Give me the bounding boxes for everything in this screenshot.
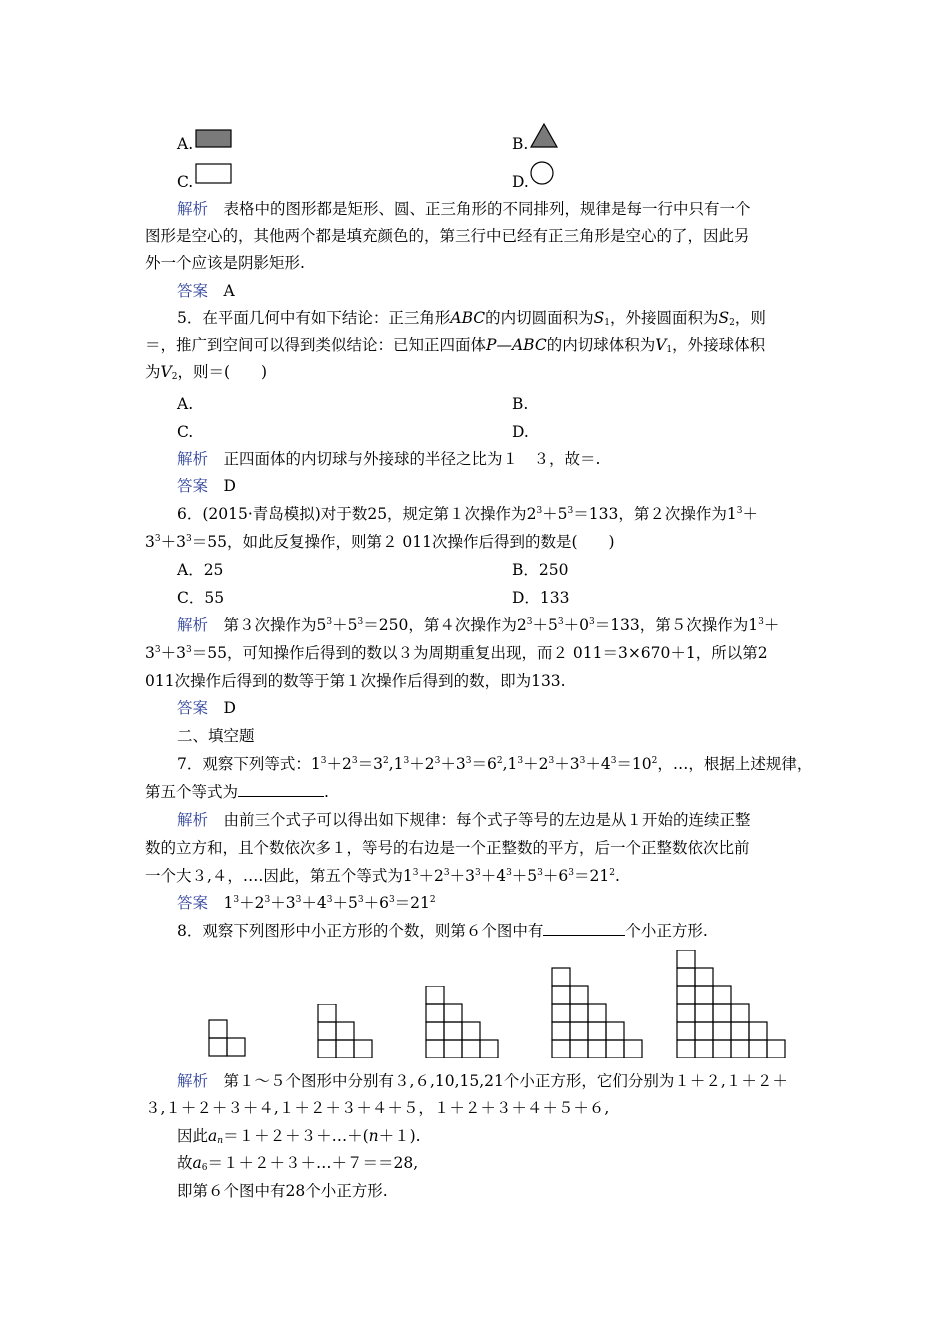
- filled-triangle-shape: [529, 122, 559, 150]
- q4-analysis-line-3: 外一个应该是阴影矩形.: [145, 254, 305, 272]
- q5-analysis: 解析 正四面体的内切球与外接球的半径之比为１ ３，故＝.: [177, 450, 601, 468]
- q6-option-b: B．250: [512, 561, 569, 579]
- q7-analysis-line-2: 数的立方和，且个数依次多１，等号的右边是一个正整数的平方，后一个正整数依次比前: [145, 839, 750, 857]
- filled-rectangle-shape: [195, 129, 233, 149]
- q5-option-a: A.: [177, 395, 194, 413]
- q8-analysis-line-1: 解析 第１～５个图形中分别有３,６,10,15,21个小正方形，它们分别为１＋２,１＋２＋: [177, 1072, 788, 1090]
- q4-option-b-label: B.: [512, 135, 529, 153]
- empty-rectangle-shape: [195, 163, 233, 185]
- q7-analysis-line-1: 解析 由前三个式子可以得出如下规律：每个式子等号的左边是从１开始的连续正整: [177, 811, 751, 829]
- q6-analysis-line-1: 解析 第３次操作为$5^3+5^3=250$，第４次操作为$2^3+5^3+0^3=133$，第５次操作为$1^3+$: [177, 616, 780, 634]
- q8-analysis-line-4: 故$a_6=1+2+3+\dots+7==28$,: [177, 1154, 419, 1173]
- q5-stem-line-1: 5．在平面几何中有如下结论：正三角形ABC的内切圆面积为$S_1$，外接圆面积为$S_2$，则: [177, 309, 766, 328]
- q4-option-d-label: D.: [512, 173, 529, 191]
- section-heading-fill-in: 二、填空题: [177, 727, 255, 745]
- q4-option-a-label: A.: [177, 135, 194, 153]
- q4-analysis-line-1: 解析 表格中的图形都是矩形、圆、正三角形的不同排列，规律是每一行中只有一个: [177, 200, 751, 218]
- staircase-figure-4: [550, 967, 644, 1058]
- q5-option-b: B.: [512, 395, 529, 413]
- q6-answer: 答案 D: [177, 699, 236, 717]
- q7-analysis-line-3: 一个大３,４，….因此，第五个等式为$1^3+2^3+3^3+4^3+5^3+6^3=21^2$.: [145, 867, 620, 885]
- q4-analysis-line-2: 图形是空心的，其他两个都是填充颜色的，第三行中已经有正三角形是空心的了，因此另: [145, 227, 750, 245]
- q4-answer: 答案 A: [177, 282, 235, 300]
- q6-stem-line-2: $3^3+3^3=55$，如此反复操作，则第２ 011次操作后得到的数是( ): [145, 533, 615, 551]
- q8-analysis-line-5: 即第６个图中有28个小正方形.: [177, 1182, 388, 1200]
- q7-stem-line-1: 7．观察下列等式：$1^3+2^3=3^2,1^3+2^3+3^3=6^2,1^3+2^3+3^3+4^3=10^2$，…，根据上述规律，: [177, 755, 813, 773]
- staircase-figure-2: [316, 1004, 374, 1058]
- q6-analysis-line-2: $3^3+3^3=55$，可知操作后得到的数以３为周期重复出现，而２ 011＝3×670＋1，所以第2: [145, 644, 768, 662]
- q7-stem-line-2: 第五个等式为 .: [145, 783, 329, 801]
- q8-stem: 8．观察下列图形中小正方形的个数，则第６个图中有 个小正方形.: [177, 922, 708, 940]
- q5-option-d: D.: [512, 423, 529, 441]
- q4-option-c-label: C.: [177, 173, 194, 191]
- q5-stem-line-3: 为$V_2$，则＝( ): [145, 363, 268, 382]
- q5-option-c: C.: [177, 423, 194, 441]
- q7-answer-blank[interactable]: [238, 782, 324, 797]
- q8-analysis-line-2: ３,１＋２＋３＋４,１＋２＋３＋４＋５，１＋２＋３＋４＋５＋６,: [145, 1099, 610, 1117]
- q6-option-c: C．55: [177, 589, 225, 607]
- q5-answer: 答案 D: [177, 477, 236, 495]
- q6-stem-line-1: 6．(2015·青岛模拟)对于数25，规定第１次操作为$2^3+5^3=133$，第２次操作为$1^3+$: [177, 505, 758, 523]
- q8-analysis-line-3: 因此$a_n=1+2+3+\dots+(n+1)$.: [177, 1127, 421, 1146]
- q8-answer-blank[interactable]: [543, 921, 625, 936]
- staircase-figure-1: [207, 1018, 247, 1058]
- staircase-figure-5: [675, 950, 787, 1058]
- q6-analysis-line-3: 011次操作后得到的数等于第１次操作后得到的数，即为133.: [145, 672, 566, 690]
- q6-option-a: A．25: [177, 561, 224, 579]
- q5-stem-line-2: ＝，推广到空间可以得到类似结论：已知正四面体P—ABC的内切球体积为$V_1$，外接球体积: [145, 336, 766, 355]
- empty-circle-shape: [529, 160, 555, 186]
- staircase-figure-3: [424, 986, 500, 1058]
- q6-option-d: D．133: [512, 589, 570, 607]
- q7-answer: 答案 $1^3+2^3+3^3+4^3+5^3+6^3=21^2$: [177, 894, 436, 912]
